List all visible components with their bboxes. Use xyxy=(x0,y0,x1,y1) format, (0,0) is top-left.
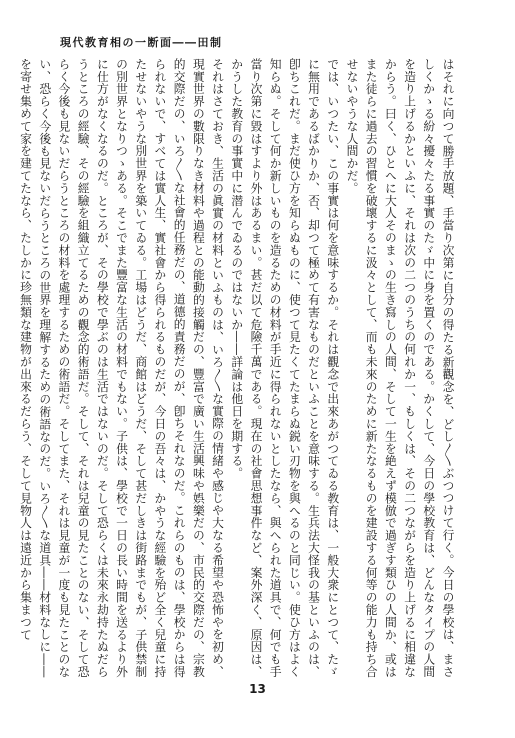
body-text xyxy=(15,58,457,678)
paragraph: それはさておき、生活の眞實の材料といふものは、いろ〳〵な實際の情緒や感じや大なる希望や恐怖やを初め、現實世界の數限りなき材料や過程との能動的接觸だの、豐富で廣い生活興味や娯樂だの、市民的交際だの、宗教的交際だの、いろ〳〵な社會的任務だの、道德的責務だのが、卽ちそれなのだ。これらのものは、學校からは得られないで、すべては實人生、實社會から得られるものだが、今日の吾々は、かやうな經驗を殆ど全く兒童に持たせないやうな別世界を築いてゐる。工場はどうだ、商館はどうだ、そして甚だしきは街路までもが、子供禁制の別世界となりつゝある。そこでまた豐富な生活の材料でもない。子供は、學校で一日の長い時間を送るより外に仕方がなくなるのだ。ところが、その學校で學ぶのは生活ではないのだ。そして恐らくは未來永劫持たぬだらうところの經驗、その經驗を組織立てるための觀念的術語だ。そして、それは兒童の見たことのない、そして恐らく今後も見ないだらうところの材料を處理するための術語だ。そしてまた、それは見童が一度も見たことのない、恐らく今後も見ないだらうところの世界を理解するための術語なのだ。いろ〳〵な道具――材料なしに――を寄せ集めて家を建てたなら、たしかに珍無類な建物が出來るだらう、そして見物人は遠近から集まつて xyxy=(18,58,225,678)
page-number: 13 xyxy=(249,682,266,696)
paragraph: では、いつたい、この事實は何を意味するか。それは觀念で出來あがつてゐる教育は、一般大衆にとつて、たゞに無用であるばかりか、否、却つて極めて有害なものだといふことを意味する。生兵法大怪我の基といふのは、卽ちこれだ。まだ使ひ方を知らぬものに、使つて見たくてたまらぬ鋭い刃物を與へるのと同じい。使ひ方はよく知らぬ。そして何か新しいものを造るための材料が手近に得られないとしたなら、與へられた道具で、何でも手當り次第に毀はすより外はあるまい。甚だ以て危險千萬である。現在の社會思想事件など、案外深く、原因は、かうした教育の事實中に潜んでゐるのではないか――詳論は他日を期する。 xyxy=(229,58,340,678)
running-head: 現代教育相の一断面――田制 xyxy=(60,36,223,49)
paragraph: はそれに向つて勝手放題、手當り次第に自分の得たる新觀念を、どし〳〵ぶつつけて行く。今日の學校は、まさしくかゝる紛々擾々たる事實のたゞ中に身を置くのである。かくして、今日の學校教育は、どんなタイプの人間を造り上げるかといふに、それは次の二つのうちの何れか一、もしくは、その二つながらを造り上げるに相違なからう。曰く、ひとへに大人そのまゝの生き寫しの人間、そして一生を絶えず模倣で過ぎす類ひの人間か、或はまた徒らに過去の習慣を破壞するに汲々として、而も未來のために新たなるものを建設する何等の能力も持ち合せないやうな人間かだ。 xyxy=(344,58,455,678)
